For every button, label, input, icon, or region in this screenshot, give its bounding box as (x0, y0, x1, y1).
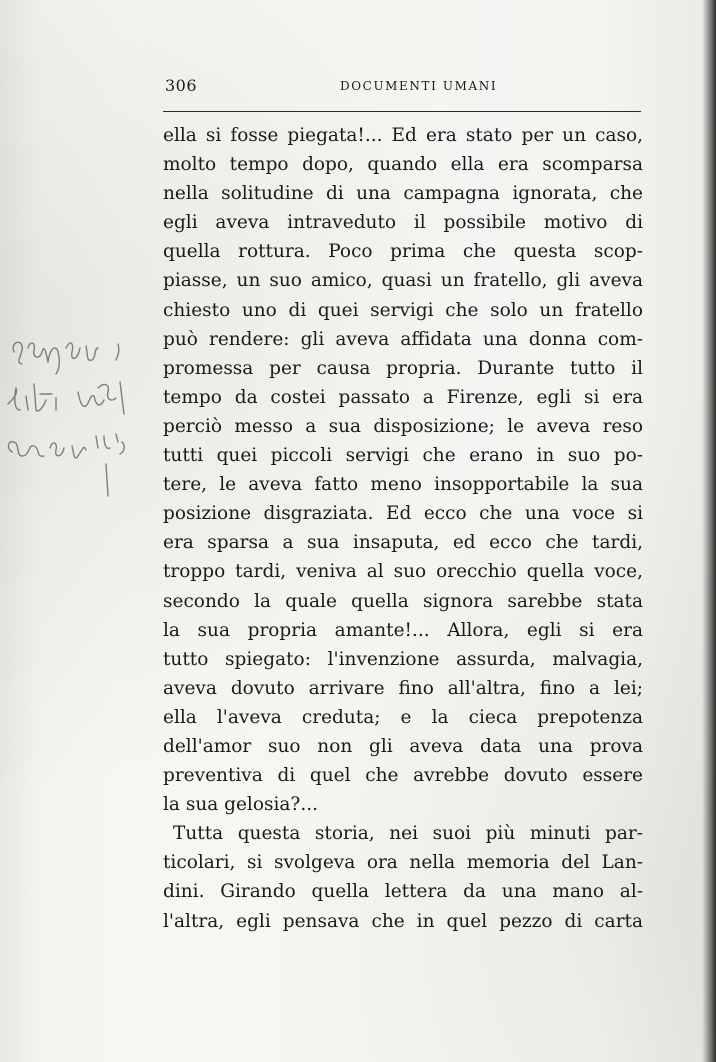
text-line: perciò messo a sua disposizione; le aveva reso (163, 415, 643, 437)
text-line: l'altra, egli pensava che in quel pezzo di carta (163, 910, 643, 932)
text-line: egli aveva intraveduto il possibile motivo di (163, 212, 643, 234)
page-number: 306 (165, 76, 198, 95)
text-line: ella si fosse piegata!... Ed era stato per un caso, (163, 125, 643, 146)
text-line: preventiva di quel che avrebbe dovuto essere (163, 765, 643, 787)
text-line: quella rottura. Poco prima che questa scop- (163, 241, 643, 263)
body-text (163, 121, 643, 936)
text-line: la sua propria amante!... Allora, egli si era (163, 619, 643, 641)
text-line: ella l'aveva creduta; e la cieca prepotenza (163, 706, 643, 728)
text-line: tutti quei piccoli servigi che erano in suo po- (163, 445, 643, 467)
paragraph-start-line: Tutta questa storia, nei suoi più minuti par- (173, 823, 643, 845)
text-line: posizione disgraziata. Ed ecco che una voce si (163, 503, 643, 525)
text-line: molto tempo dopo, quando ella era scomparsa (163, 154, 643, 176)
text-line: tempo da costei passato a Firenze, egli si era (163, 386, 643, 408)
text-line: ticolari, si svolgeva ora nella memoria del Lan- (163, 852, 643, 874)
header-rule (163, 111, 641, 112)
text-line: tere, le aveva fatto meno insopportabile la sua (163, 474, 643, 496)
text-line: nella solitudine di una campagna ignorata, che (163, 183, 643, 205)
text-line: dini. Girando quella lettera da una mano al- (163, 881, 643, 903)
handwritten-marginalia (0, 318, 150, 498)
text-line: piasse, un suo amico, quasi un fratello, gli aveva (163, 270, 643, 292)
paragraph-end-line: la sua gelosia?... (163, 794, 318, 816)
text-line: può rendere: gli aveva affidata una donna com- (163, 328, 643, 350)
text-line: secondo la quale quella signora sarebbe stata (163, 590, 643, 612)
text-line: chiesto uno di quei servigi che solo un fratello (163, 299, 643, 321)
running-head (165, 76, 641, 98)
text-line: tutto spiegato: l'invenzione assurda, malvagia, (163, 648, 643, 670)
text-line: troppo tardi, veniva al suo orecchio quella voce, (163, 561, 643, 583)
text-line: aveva dovuto arrivare fino all'altra, fino a lei; (163, 677, 643, 699)
text-line: promessa per causa propria. Durante tutto il (163, 357, 643, 379)
page-edge-shadow (702, 0, 716, 1062)
text-line: era sparsa a sua insaputa, ed ecco che tardi, (163, 532, 643, 554)
running-title: DOCUMENTI UMANI (340, 79, 498, 93)
text-line: dell'amor suo non gli aveva data una prova (163, 735, 643, 757)
